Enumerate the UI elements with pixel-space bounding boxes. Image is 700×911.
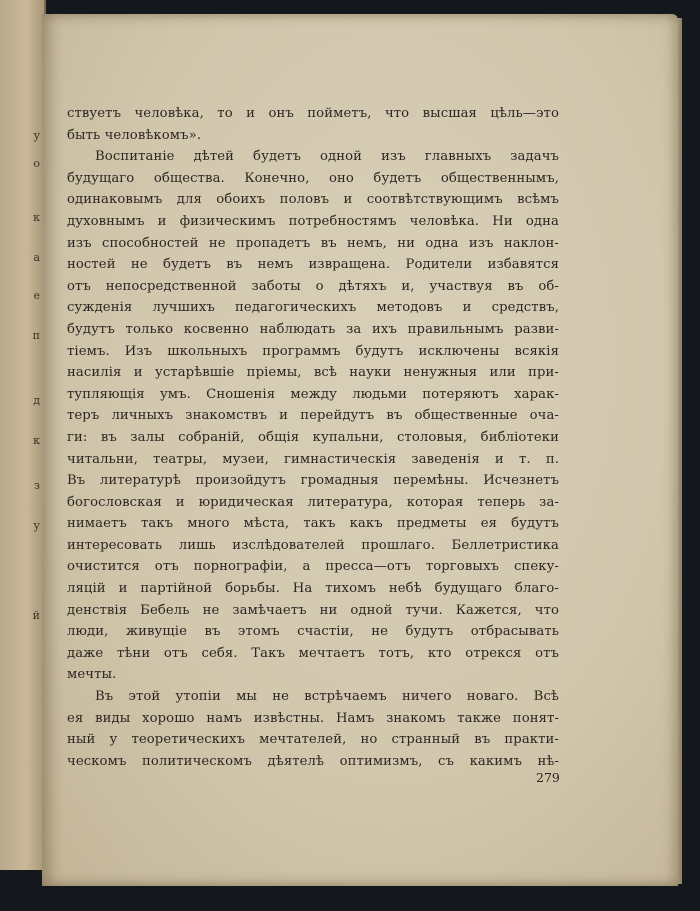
text-line: ческомъ политическомъ дѣятелѣ оптимизмъ, съ какимъ нѣ- <box>67 753 559 769</box>
left-page-text-fragment: д <box>33 394 40 407</box>
left-page-text-fragment: е <box>33 289 40 302</box>
left-page-text-fragment: з <box>34 479 40 492</box>
text-line: ея виды хорошо намъ извѣстны. Намъ знакомъ также понят- <box>67 710 559 726</box>
left-page-text-fragment: й <box>32 609 40 622</box>
text-line: ствуетъ человѣка, то и онъ пойметъ, что высшая цѣль—это <box>67 106 559 121</box>
left-page-text-fragment: о <box>33 157 40 170</box>
text-line: будутъ только косвенно наблюдать за ихъ правильнымъ разви- <box>67 321 559 337</box>
text-line: читальни, театры, музеи, гимнастическія заведенія и т. п. <box>67 451 559 467</box>
page-number: 279 <box>536 770 560 785</box>
text-line: ги: въ залы собраній, общія купальни, столовыя, библіотеки <box>67 429 559 445</box>
text-line: Въ этой утопіи мы не встрѣчаемъ ничего новаго. Всѣ <box>95 689 559 705</box>
text-line: Въ литературѣ произойдутъ громадныя перемѣны. Исчезнетъ <box>67 473 559 489</box>
text-line: интересовать лишь изслѣдователей прошлаго. Беллетристика <box>67 537 559 553</box>
text-line: тіемъ. Изъ школьныхъ программъ будутъ исключены всякія <box>67 343 559 359</box>
left-page-text-fragment: к <box>33 211 40 224</box>
left-page-text-fragment: к <box>33 434 40 447</box>
text-line: теръ личныхъ знакомствъ и перейдутъ въ общественные оча- <box>67 408 559 424</box>
text-line: нимаетъ такъ много мѣста, такъ какъ предметы ея будутъ <box>67 516 559 532</box>
text-line: сужденія лучшихъ педагогическихъ методовъ и средствъ, <box>67 300 559 316</box>
text-line: духовнымъ и физическимъ потребностямъ человѣка. Ни одна <box>67 213 559 229</box>
text-line: ностей не будетъ въ немъ извращена. Родители избавятся <box>67 257 559 273</box>
text-line: очистится отъ порнографіи, а пресса—отъ торговыхъ спеку- <box>67 559 559 575</box>
left-page-text-fragment: у <box>33 129 40 142</box>
page-body-text <box>67 103 559 772</box>
text-line: тупляющія умъ. Сношенія между людьми потеряютъ харак- <box>67 386 559 402</box>
text-line: мечты. <box>67 667 117 683</box>
text-line: изъ способностей не пропадетъ въ немъ, ни одна изъ наклон- <box>67 235 559 251</box>
text-line: быть человѣкомъ». <box>67 127 202 143</box>
text-line: отъ непосредственной заботы о дѣтяхъ и, участвуя въ об- <box>67 278 559 294</box>
left-page-text-fragment: у <box>33 519 40 532</box>
text-line: даже тѣни отъ себя. Такъ мечтаетъ тотъ, кто отрекся отъ <box>67 645 559 661</box>
text-line: ный у теоретическихъ мечтателей, но странный въ практи- <box>67 732 559 748</box>
text-line: Воспитаніе дѣтей будетъ одной изъ главныхъ задачъ <box>95 149 559 165</box>
text-line: денствія Бебель не замѣчаетъ ни одной тучи. Кажется, что <box>67 602 559 618</box>
text-line: будущаго общества. Конечно, оно будетъ общественнымъ, <box>67 170 559 186</box>
left-page-edge <box>0 0 46 870</box>
text-line: ляцій и партійной борьбы. На тихомъ небѣ будущаго благо- <box>67 581 559 597</box>
left-page-text-fragment: а <box>33 251 40 264</box>
text-line: богословская и юридическая литература, которая теперь за- <box>67 494 559 510</box>
text-line: насилія и устарѣвшіе пріемы, всѣ науки ненужныя или при- <box>67 365 559 381</box>
left-page-text-fragment: п <box>32 329 40 342</box>
text-line: одинаковымъ для обоихъ половъ и соотвѣтствующимъ всѣмъ <box>67 192 559 208</box>
text-line: люди, живущіе въ этомъ счастіи, не будутъ отбрасывать <box>67 624 559 640</box>
